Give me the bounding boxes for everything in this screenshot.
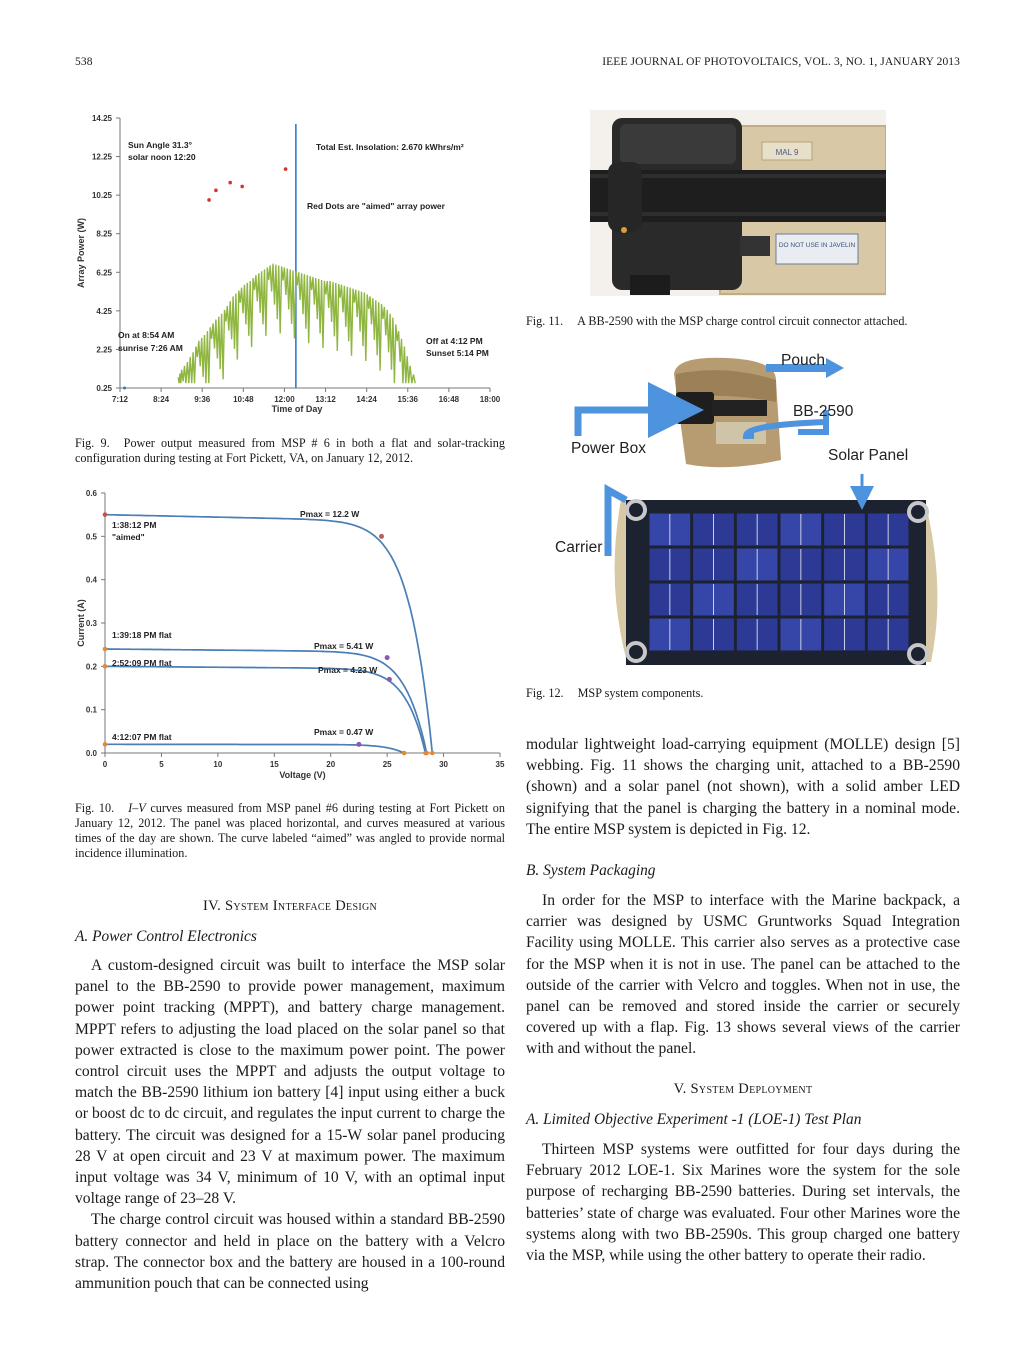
section-iv-title: [75, 898, 505, 915]
callout-solar-panel: Solar Panel: [828, 447, 909, 464]
subsection-b-title: B. System Packaging: [526, 862, 656, 879]
fig10-caption-em: I–V: [128, 801, 146, 815]
annotation-red-dots: Red Dots are "aimed" array power: [307, 201, 445, 211]
y-tick-label: 6.25: [96, 268, 112, 278]
pmax-point: [379, 534, 384, 539]
fig12-components-photo: [526, 340, 960, 670]
aimed-power-point: [207, 198, 211, 202]
voc-point: [423, 751, 428, 756]
aimed-power-point: [214, 189, 218, 193]
page-number: 538: [75, 56, 93, 68]
x-tick-label: 10:48: [233, 395, 254, 404]
fig9-caption-text: Power output measured from MSP # 6 in both a flat and solar-tracking configuration during testing at Fort Pickett, VA, on January 12, 2012.: [75, 436, 505, 465]
callout-power-box: Power Box: [571, 440, 646, 457]
x-tick-label: 15: [269, 760, 279, 769]
y-tick-label: 12.25: [91, 152, 112, 162]
annotation-sunset: Sunset 5:14 PM: [426, 348, 489, 358]
fig9-power-chart: [70, 108, 510, 418]
aimed-power-point: [240, 185, 244, 189]
left-body: [75, 955, 505, 1294]
section-v-text: System Deployment: [690, 1081, 813, 1097]
callout-bb2590: BB-2590: [793, 403, 854, 420]
pmax-point: [385, 655, 390, 660]
y-tick-label: 8.25: [96, 229, 112, 239]
section-iv-text: System Interface Design: [225, 898, 377, 914]
fig11-label: Fig. 11.: [526, 314, 564, 328]
x-tick-label: 30: [439, 760, 449, 769]
fig10-label: Fig. 10.: [75, 801, 115, 815]
aimed-power-point: [284, 167, 288, 171]
fig11-battery-photo: [590, 110, 886, 296]
fig10-caption: [75, 801, 505, 861]
x-tick-label: 0: [102, 760, 108, 769]
x-tick-label: 8:24: [153, 395, 170, 404]
x-tick-label: 7:12: [111, 395, 129, 404]
section-iv-number: IV.: [202, 898, 222, 914]
paragraph-loe: Thirteen MSP systems were outfitted for four days during the February 2012 LOE-1. Six Marines wore the system for the sole purpose of recharging BB-2590 batteries. During set intervals, the batteries’ state of charge was evaluated. Four other Marines wore the systems along with two BB-2590s. This group charged one battery via the MSP, while using the other battery to operate their radio.: [526, 1141, 960, 1265]
fig9-caption: [75, 436, 505, 466]
x-tick-label: 10: [213, 760, 223, 769]
isc-point: [103, 512, 108, 517]
power-box: [676, 392, 714, 424]
annotation-insolation: Total Est. Insolation: 2.670 kWhrs/m²: [316, 142, 464, 152]
y-tick-label: 0.25: [96, 384, 112, 393]
y-tick-label: 4.25: [96, 306, 112, 316]
fig10-caption-text: curves measured from MSP panel #6 during testing at Fort Pickett on January 12, 2012. The panel was placed horizontal, and curves measured at various times of the day are shown. The curve labeled “aimed” was angled to provide normal incidence illumination.: [75, 801, 505, 860]
x-tick-label: 35: [495, 760, 505, 769]
x-tick-label: 5: [159, 760, 164, 769]
right-body-cont: [526, 734, 960, 840]
y-tick-label: 2.25: [96, 345, 112, 355]
fig11-caption: [526, 314, 961, 329]
pmax-point: [356, 742, 361, 747]
callout-pouch: Pouch: [781, 352, 825, 369]
isc-point: [103, 742, 108, 747]
x-tick-label: 20: [326, 760, 336, 769]
voc-point: [402, 751, 407, 756]
section-v-number: V.: [673, 1081, 687, 1097]
series-label: "aimed": [112, 532, 145, 542]
x-tick-label: 13:12: [315, 395, 336, 404]
annotation-solar-noon: solar noon 12:20: [128, 152, 196, 162]
annotation-sun-angle: Sun Angle 31.3°: [128, 140, 193, 150]
series-label: 1:38:12 PM: [112, 520, 157, 530]
annotation-off: Off at 4:12 PM: [426, 336, 483, 346]
fig12-caption-text: MSP system components.: [577, 686, 704, 700]
x-tick-label: 12:00: [274, 395, 295, 404]
x-tick-label: 9:36: [194, 395, 211, 404]
series-label: 4:12:07 PM flat: [112, 732, 172, 742]
axis-marker: [123, 387, 126, 390]
isc-point: [103, 664, 108, 669]
annotation-on: On at 8:54 AM: [118, 330, 175, 340]
y-tick-label: 0.3: [85, 619, 97, 628]
pmax-label: Pmax = 12.2 W: [300, 509, 360, 519]
series-label: 2:52:09 PM flat: [112, 658, 172, 668]
y-tick-label: 0.4: [85, 575, 97, 585]
fig11-sticker-line1: DO NOT USE IN JAVELIN: [778, 242, 856, 249]
flat-power-series: [178, 264, 415, 384]
y-axis-label: Array Power (W): [76, 217, 86, 289]
fig11-tag: MAL 9: [775, 148, 799, 157]
paragraph-power-control: A custom-designed circuit was built to interface the MSP solar panel to the BB-2590 to provide power management, maximum power point tracking (MPPT), and battery charge management. MPPT refers to adjusting the load placed on the solar panel so that power extracted is close to the maximum power point. The power control circuit uses the MPPT and adjusts the output voltage to match the BB-2590 lithium ion battery [4] input using either a buck or boost dc to dc circuit, and regulates the input current to charge the battery. The circuit was designed for a 15-W solar panel producing 28 V at open circuit and 23 V at maximum power. The maximum input voltage was 34 V, minimum of 10 V, with an optimal input voltage range of 23–28 V.: [75, 957, 505, 1208]
y-tick-label: 0.0: [85, 749, 97, 758]
right-body-loe: [526, 1139, 960, 1266]
fig10-iv-chart: [70, 483, 510, 783]
y-tick-label: 0.6: [85, 489, 97, 498]
subsection-a-title: A. Power Control Electronics: [75, 928, 257, 945]
paragraph-molle: modular lightweight load-carrying equipment (MOLLE) design [5] webbing. Fig. 11 shows the charging unit, attached to a BB-2590 (shown) and a solar panel (not shown), with a solid amber LED signifying that the panel is charging the battery in a nominal mode. The entire MSP system is depicted in Fig. 12.: [526, 736, 960, 838]
section-v-title: [526, 1081, 960, 1098]
series-label: 1:39:18 PM flat: [112, 630, 172, 640]
x-tick-label: 14:24: [356, 395, 377, 404]
y-tick-label: 0.2: [85, 662, 97, 672]
paragraph-charge-control: The charge control circuit was housed within a standard BB-2590 battery connector and held in place on the battery with a Velcro strap. The connector box and the battery are housed in a 100-round ammunition pouch that can be connected using: [75, 1211, 505, 1293]
pmax-label: Pmax = 4.23 W: [318, 665, 378, 675]
annotation-sunrise: sunrise 7:26 AM: [118, 343, 183, 353]
right-body-packaging: [526, 890, 960, 1060]
fig12-label: Fig. 12.: [526, 686, 564, 700]
y-tick-label: 0.1: [85, 705, 97, 715]
y-tick-label: 10.25: [91, 191, 112, 201]
pmax-point: [387, 677, 392, 682]
y-tick-label: 14.25: [91, 114, 112, 123]
x-tick-label: 25: [382, 760, 392, 769]
x-tick-label: 16:48: [438, 395, 460, 404]
y-tick-label: 0.5: [85, 532, 97, 542]
isc-point: [103, 647, 108, 652]
x-axis-label: Voltage (V): [279, 770, 326, 780]
subsection-va-title: A. Limited Objective Experiment -1 (LOE-1) Test Plan: [526, 1111, 862, 1128]
aimed-power-point: [228, 181, 232, 185]
fig12-caption: [526, 686, 961, 701]
fig9-label: Fig. 9.: [75, 436, 110, 450]
voc-point: [430, 751, 435, 756]
x-tick-label: 15:36: [397, 395, 419, 404]
pmax-label: Pmax = 0.47 W: [314, 727, 374, 737]
fig11-caption-text: A BB-2590 with the MSP charge control circuit connector attached.: [577, 314, 908, 328]
x-tick-label: 18:00: [479, 395, 501, 404]
x-axis-label: Time of Day: [271, 404, 323, 414]
y-axis-label: Current (A): [76, 599, 86, 647]
pmax-label: Pmax = 5.41 W: [314, 641, 374, 651]
paragraph-packaging: In order for the MSP to interface with the Marine backpack, a carrier was designed by USMC Gruntworks Squad Integration Facility using MOLLE. This carrier also serves as a protective case for the MSP when it is not in use. The panel can be attached to the outside of the carrier with Velcro and toggles. When not in use, the panel can be removed and stored inside the carrier or securely covered up with a flap. Fig. 13 shows several views of the carrier with and without the panel.: [526, 892, 960, 1058]
callout-carrier: Carrier: [555, 539, 603, 556]
running-header: IEEE JOURNAL OF PHOTOVOLTAICS, VOL. 3, NO. 1, JANUARY 2013: [602, 56, 960, 68]
